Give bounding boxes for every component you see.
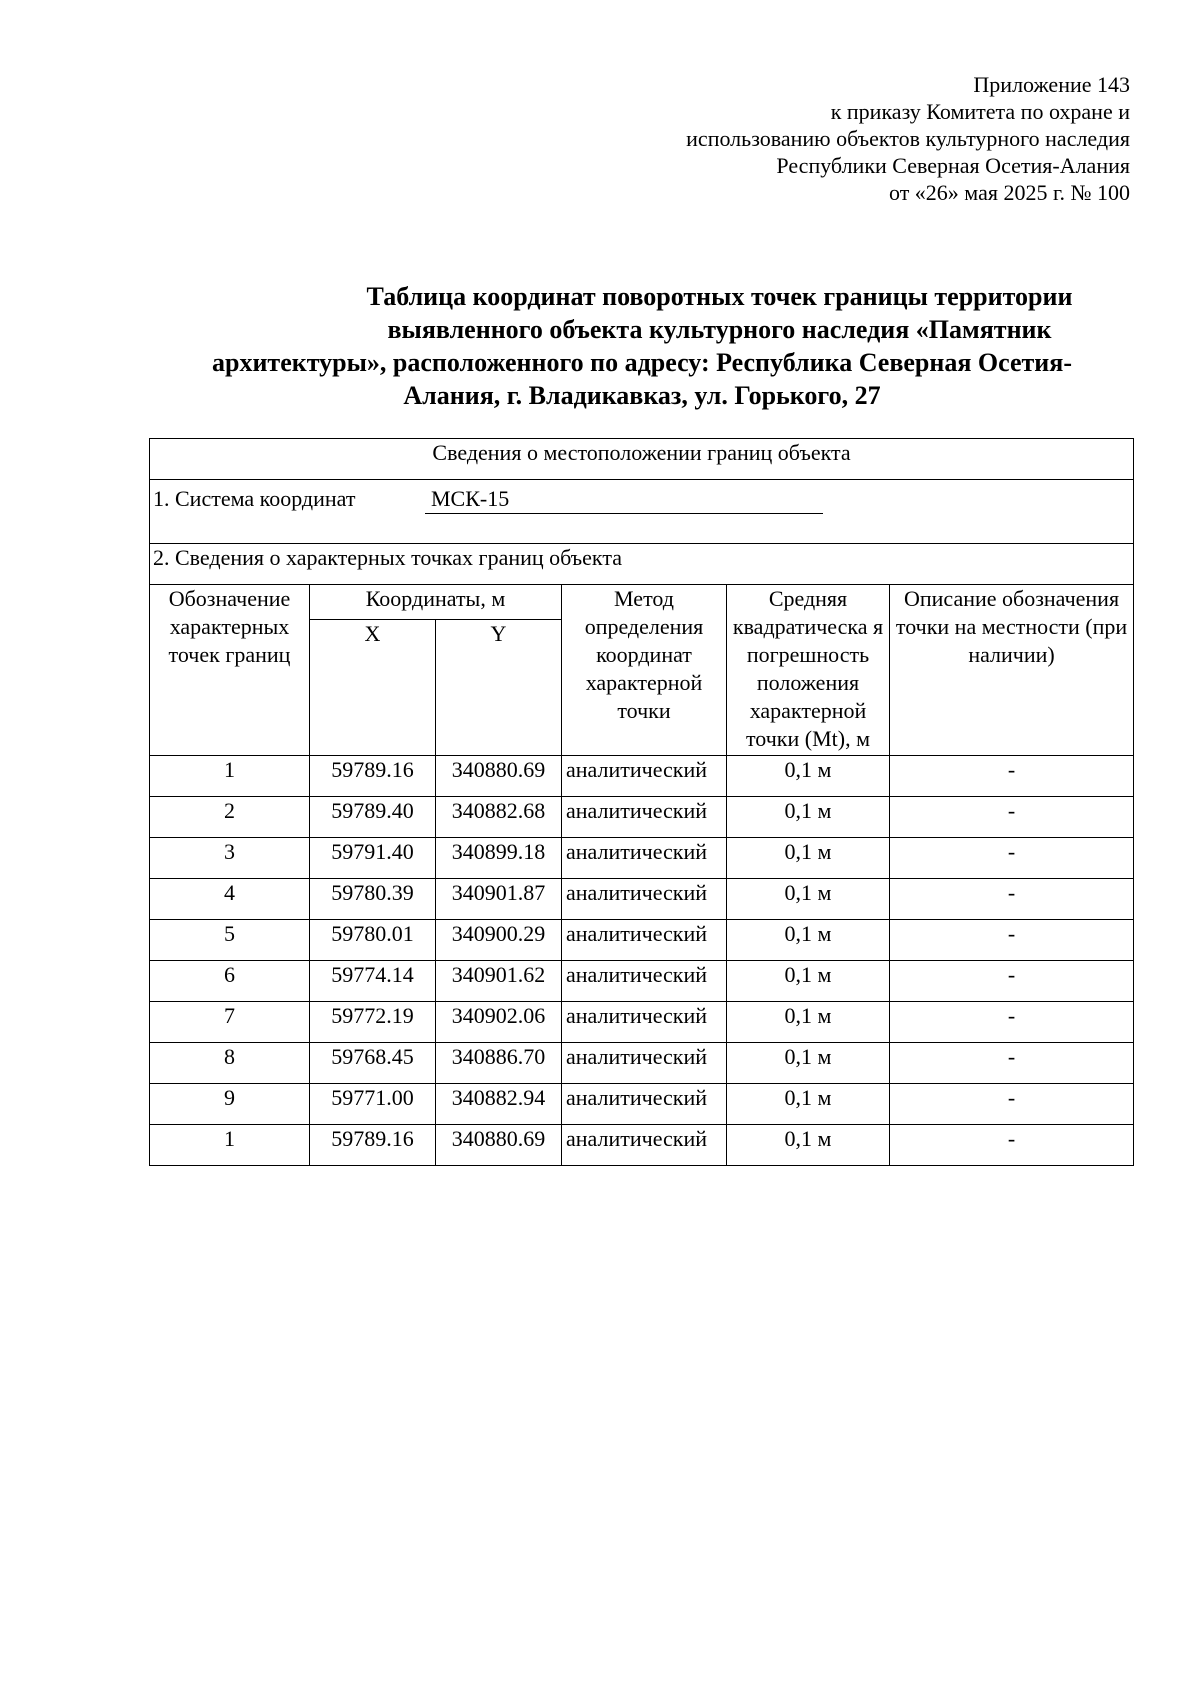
col-coordinates: Координаты, м — [310, 585, 562, 620]
cell-x: 59791.40 — [310, 838, 436, 879]
title-line: Алания, г. Владикавказ, ул. Горького, 27 — [403, 381, 881, 410]
cell-method: аналитический — [562, 756, 727, 797]
cell-x: 59789.16 — [310, 756, 436, 797]
cell-error: 0,1 м — [727, 1043, 890, 1084]
table-row — [150, 920, 1134, 961]
cell-x: 59780.39 — [310, 879, 436, 920]
cell-desc: - — [890, 1002, 1134, 1043]
section-header-row — [150, 439, 1134, 480]
cell-error: 0,1 м — [727, 797, 890, 838]
cell-desc: - — [890, 838, 1134, 879]
title-line: Таблица координат поворотных точек границы территории — [366, 282, 1073, 311]
cell-desc: - — [890, 797, 1134, 838]
cell-x: 59771.00 — [310, 1084, 436, 1125]
cell-desc: - — [890, 961, 1134, 1002]
col-y: Y — [436, 620, 562, 756]
cell-method: аналитический — [562, 1043, 727, 1084]
cell-method: аналитический — [562, 1084, 727, 1125]
col-designation: Обозначение характерных точек границ — [150, 585, 310, 756]
cell-id: 4 — [150, 879, 310, 920]
coord-system-label: 1. Система координат — [153, 486, 356, 511]
cell-x: 59772.19 — [310, 1002, 436, 1043]
coordinates-table — [149, 438, 1134, 1166]
col-description: Описание обозначения точки на местности (при наличии) — [890, 585, 1134, 756]
cell-desc: - — [890, 1043, 1134, 1084]
cell-id: 7 — [150, 1002, 310, 1043]
cell-method: аналитический — [562, 838, 727, 879]
cell-y: 340902.06 — [436, 1002, 562, 1043]
table-row — [150, 961, 1134, 1002]
cell-y: 340882.68 — [436, 797, 562, 838]
cell-method: аналитический — [562, 797, 727, 838]
cell-y: 340882.94 — [436, 1084, 562, 1125]
cell-method: аналитический — [562, 879, 727, 920]
cell-y: 340900.29 — [436, 920, 562, 961]
cell-method: аналитический — [562, 1002, 727, 1043]
cell-desc: - — [890, 1084, 1134, 1125]
section-header: Сведения о местоположении границ объекта — [150, 439, 1134, 480]
appendix-line: использованию объектов культурного наследия — [686, 126, 1130, 151]
table-row — [150, 1002, 1134, 1043]
document-title — [150, 280, 1134, 412]
appendix-line: Республики Северная Осетия-Алания — [776, 153, 1130, 178]
cell-method: аналитический — [562, 961, 727, 1002]
cell-y: 340901.62 — [436, 961, 562, 1002]
table-row — [150, 879, 1134, 920]
cell-id: 2 — [150, 797, 310, 838]
cell-y: 340901.87 — [436, 879, 562, 920]
table-row — [150, 797, 1134, 838]
col-method: Метод определения координат характерной точки — [562, 585, 727, 756]
column-header-row — [150, 585, 1134, 620]
cell-method: аналитический — [562, 920, 727, 961]
table-row — [150, 1125, 1134, 1166]
appendix-line: Приложение 143 — [973, 72, 1130, 97]
cell-x: 59774.14 — [310, 961, 436, 1002]
cell-error: 0,1 м — [727, 1084, 890, 1125]
points-section-row — [150, 544, 1134, 585]
cell-error: 0,1 м — [727, 1125, 890, 1166]
points-section-label: 2. Сведения о характерных точках границ объекта — [150, 544, 1134, 585]
appendix-header — [530, 71, 1130, 206]
cell-y: 340880.69 — [436, 756, 562, 797]
cell-id: 6 — [150, 961, 310, 1002]
cell-error: 0,1 м — [727, 920, 890, 961]
col-error: Средняя квадратическа я погрешность положения характерной точки (Mt), м — [727, 585, 890, 756]
cell-x: 59780.01 — [310, 920, 436, 961]
cell-desc: - — [890, 1125, 1134, 1166]
title-line: архитектуры», расположенного по адресу: Республика Северная Осетия- — [211, 348, 1073, 377]
cell-desc: - — [890, 756, 1134, 797]
col-x: X — [310, 620, 436, 756]
appendix-line: к приказу Комитета по охране и — [830, 99, 1130, 124]
coord-system-row — [150, 480, 1134, 544]
table-row — [150, 1043, 1134, 1084]
cell-id: 5 — [150, 920, 310, 961]
cell-id: 8 — [150, 1043, 310, 1084]
appendix-line: от «26» мая 2025 г. № 100 — [888, 180, 1130, 205]
cell-x: 59789.40 — [310, 797, 436, 838]
cell-desc: - — [890, 879, 1134, 920]
coord-system-value: МСК-15 — [425, 485, 823, 514]
cell-error: 0,1 м — [727, 961, 890, 1002]
cell-method: аналитический — [562, 1125, 727, 1166]
cell-y: 340880.69 — [436, 1125, 562, 1166]
cell-error: 0,1 м — [727, 838, 890, 879]
cell-id: 1 — [150, 1125, 310, 1166]
cell-id: 9 — [150, 1084, 310, 1125]
cell-x: 59789.16 — [310, 1125, 436, 1166]
cell-desc: - — [890, 920, 1134, 961]
table-row — [150, 838, 1134, 879]
table-row — [150, 1084, 1134, 1125]
cell-y: 340886.70 — [436, 1043, 562, 1084]
title-line: выявленного объекта культурного наследия «Памятник — [387, 315, 1052, 344]
cell-id: 3 — [150, 838, 310, 879]
cell-error: 0,1 м — [727, 879, 890, 920]
cell-x: 59768.45 — [310, 1043, 436, 1084]
cell-error: 0,1 м — [727, 1002, 890, 1043]
cell-y: 340899.18 — [436, 838, 562, 879]
table-row — [150, 756, 1134, 797]
cell-error: 0,1 м — [727, 756, 890, 797]
cell-id: 1 — [150, 756, 310, 797]
